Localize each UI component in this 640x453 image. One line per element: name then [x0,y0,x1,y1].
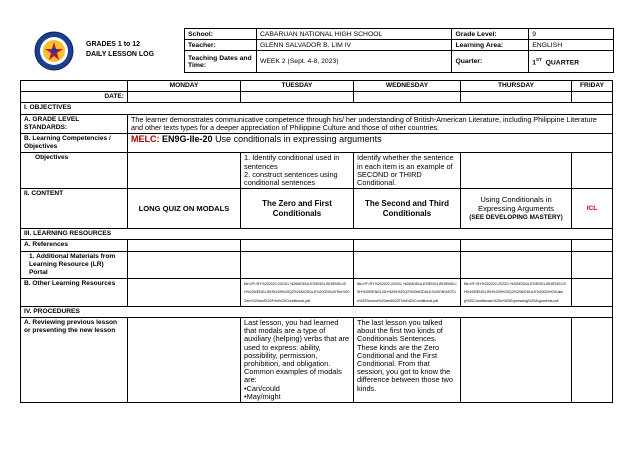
list-item: • Can/could [244,385,350,393]
school-value: CABARUAN NATIONAL HIGH SCHOOL [256,29,452,40]
teacher-label: Teacher: [185,40,257,51]
references-label: A. References [21,240,128,251]
dates-label: Teaching Dates and Time: [185,51,257,73]
day-friday: FRIDAY [572,81,613,92]
references-row [21,240,613,251]
modal-examples-list [244,385,350,401]
thursday-reference-link[interactable]: file:///F:/SY%202022-2023/1.%20MODULES/ENGLISH/ENGLISH%209/ENGLISH%209%20Q2%20MODULE%20ON%20Using%20Conditionals%20in%20Expressing%20Arguments.pdf [461,279,572,307]
content-wednesday: The Second and Third Conditionals [354,189,461,229]
review-label: A. Reviewing previous lesson or presenting the new lesson [21,318,128,403]
date-row [21,92,613,103]
melc-text: MELC: EN9G-IIe-20 Use conditionals in expressing arguments [128,134,613,153]
info-table [184,28,614,73]
quarter-label: Quarter: [452,51,529,73]
procedures-section-row [21,306,613,317]
teacher-value: GLENN SALVADOR B. LIM IV [256,40,452,51]
dates-value: WEEK 2 (Sept. 4-8, 2023) [256,51,452,73]
objectives-label: Objectives [21,153,128,189]
objectives-wednesday: Identify whether the sentence in each item is an example of SECOND or THIRD Conditional. [354,153,461,189]
resources-section-row [21,229,613,240]
objectives-row [21,153,613,189]
area-value: ENGLISH [529,40,614,51]
procedures-section-heading: IV. PROCEDURES [21,306,613,317]
header [28,28,614,73]
review-row [21,318,613,403]
objectives-section-heading: I. OBJECTIVES [21,103,613,114]
content-tuesday: The Zero and First Conditionals [241,189,354,229]
lesson-log-table [20,80,613,403]
additional-materials-label: 1. Additional Materials from Learning Resource (LR) Portal [21,251,128,279]
grade-standards-label: A. GRADE LEVEL STANDARDS: [21,114,128,133]
tuesday-reference-link[interactable]: file:///F:/SY%202022-2023/1.%20MODULES/ENGLISH/ENGLISH%209/ENGLISH%209%20Q2%20MODULE%20ON%20The%20Zero%20and%20First%20Conditional.pdf [241,279,354,307]
day-thursday: THURSDAY [461,81,572,92]
content-section-heading: II. CONTENT [21,189,128,229]
day-wednesday: WEDNESDAY [354,81,461,92]
school-label: School: [185,29,257,40]
area-label: Learning Area: [452,40,529,51]
grade-standards-text: The learner demonstrates communicative competence through his/ her understanding of British-American Literature, including Philippine Literature and other texts types for a deeper appreciation of Philippine Culture and those of other countries. [128,114,613,133]
competencies-label: B. Learning Competencies / Objectives [21,134,128,153]
resources-section-heading: III. LEARNING RESOURCES [21,229,613,240]
review-wednesday: The last lesson you talked about the first two kinds of Conditionals Sentences. These kinds are the Zero Conditional and the First Conditional. From that session, you got to know the difference between those two kinds. [354,318,461,403]
content-thursday: Using Conditionals in Expressing Arguments (SEE DEVELOPING MASTERY) [461,189,572,229]
log-title [86,40,154,60]
day-tuesday: TUESDAY [241,81,354,92]
grade-standards-row [21,114,613,133]
list-item: • May/might [244,393,350,401]
deped-seal-icon [34,31,74,71]
content-monday: LONG QUIZ ON MODALS [128,189,241,229]
log-title-line2: DAILY LESSON LOG [86,51,155,58]
wednesday-reference-link[interactable]: file:///F:/SY%202022-2023/1.%20MODULES/ENGLISH/ENGLISH%209/ENGLISH%209%20Q2%20MODULE%20ON%20The%20Second%20and%20Third%20Conditional.pdf [354,279,461,307]
date-label: DATE: [21,92,128,103]
grade-label: Grade Level: [452,29,529,40]
review-tuesday: Last lesson, you had learned that modals are a type of auxiliary (helping) verbs that are used to express: ability, possibility, permission, prohibition, and obligation. Common examples of modals are: • Can/could • May/might [241,318,354,403]
quarter-value: 1ST QUARTER [529,51,614,73]
competencies-row [21,134,613,153]
objectives-tuesday: 1. Identify conditional used in sentences 2. construct sentences using conditional sentences [241,153,354,189]
additional-materials-row [21,251,613,279]
days-row [21,81,613,92]
log-title-line1: GRADES 1 to 12 [86,41,141,48]
objectives-section-row [21,103,613,114]
content-friday: ICL [572,189,613,229]
grade-value: 9 [529,29,614,40]
day-monday: MONDAY [128,81,241,92]
content-row [21,189,613,229]
other-resources-label: B. Other Learning Resources [21,279,128,307]
other-resources-row [21,279,613,307]
